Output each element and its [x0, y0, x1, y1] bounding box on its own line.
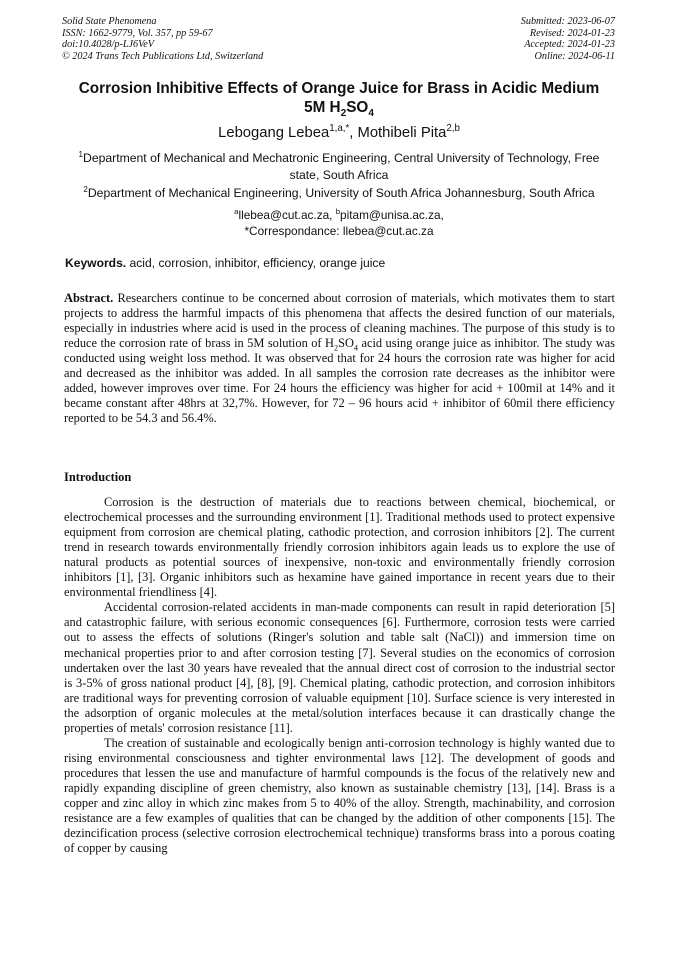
abstract-section — [64, 291, 615, 426]
author-separator: , — [349, 125, 358, 141]
email-a-link[interactable]: llebea@cut.ac.za, — [238, 208, 336, 222]
title-l2-mid: SO — [346, 98, 369, 116]
introduction-heading: Introduction — [64, 470, 132, 484]
contact-info — [62, 207, 616, 239]
affiliation-2-sup: 2 — [83, 184, 88, 194]
title-l2-pre: 5M H — [304, 98, 341, 116]
title-line-1: Corrosion Inhibitive Effects of Orange Juice for Brass in Acidic Medium — [78, 80, 600, 97]
abstract-label: Abstract. — [64, 291, 114, 305]
introduction-paragraph-2: Accidental corrosion-related accidents in man-made components can result in rapid deterioration [5] and catastrophic failure, with serious economic consequences [6]. Furthermore, corrosion tests were carried out to assess the effects of solutions (Ringer's solution and table salt (NaCl)) and immersion time on mechanical properties prior to and after corrosion testing [7]. Several studies on the economics of corrosion undertaken over the last 30 years have revealed that the annual direct cost of corrosion to the industrial sector is 3-5% of gross national product [4], [8], [9]. Chemical plating, cathodic protection, and corrosion inhibitors are traditional ways for preventing corrosion of valuable equipment [10]. Surface science is very interested in the adsorption of organic molecules at the metal/solution interfaces because it can drastically change the properties of metals' corrosion resistance [11]. — [64, 600, 615, 735]
accepted-date: Accepted: 2024-01-23 — [524, 39, 615, 51]
abstract-sub-1: 2 — [333, 343, 339, 353]
introduction-paragraph-3: The creation of sustainable and ecologically benign anti-corrosion technology is highly wanted due to rising environmental consciousness and tighter environmental laws [12]. The development of goods and procedures that lessen the use and manufacture of harmful compounds is the focus of the relatively new and rapidly expanding discipline of green chemistry, also known as sustainable chemistry [13], [14]. Brass is a copper and zinc alloy in which zinc makes from 5 to 40% of the alloy. Strength, machinability, and corrosion resistance are a few examples of qualities that can be changed by the addition of other components [15]. The dezincification process (selective corrosion electrochemical technique) transforms brass into a porous coating of copper by causing — [64, 735, 615, 856]
email-a-sup: a — [234, 207, 239, 217]
author-1-sup: 1,a,* — [329, 123, 350, 135]
abstract-sub-2: 4 — [353, 343, 358, 353]
abstract-text-3: acid using orange juice as inhibitor. The study was conducted using weight loss method. It was observed that for 24 hours the corrosion rate was higher for acid and decreased as the inhibitor was added. In all samples the corrosion rate decreases as the inhibitor were added, however improves over time. For 24 hours the efficiency was higher for acid + 100mil at 14% and it became constant after 48hrs at 32,7%. However, for 72 – 96 hours acid + inhibitor of 60mil there efficiency reported to be 54.3 and 56.4%. — [64, 336, 615, 426]
author-1-name: Lebogang Lebea — [218, 125, 330, 141]
affiliation-2-text: Department of Mechanical Engineering, University of South Africa Johannesburg, South Africa — [87, 186, 595, 200]
email-b-sup: b — [335, 207, 341, 217]
affiliation-1-text: Department of Mechanical and Mechatronic Engineering, Central University of Technology, Free state, South Africa — [83, 151, 600, 182]
email-b-link[interactable]: pitam@unisa.ac.za, — [340, 208, 444, 222]
author-2-name: Mothibeli Pita — [357, 125, 447, 141]
introduction-paragraph-1: Corrosion is the destruction of materials due to reactions between chemical, biochemical, or electrochemical processes and the surrounding environment [1]. Traditional methods used to protect expensive equipment from corrosion are chemical plating, cathodic protection, and corrosion inhibitors [2]. The current trend in research towards environmentally friendly corrosion inhibitors again leads us to explore the use of natural products as potential sources of inexpensive, non-toxic and environmentally friendly corrosion inhibitors [1], [3]. Organic inhibitors such as hexamine have gained importance in recent years due to their environmental friendliness [4]. — [64, 495, 615, 600]
email-line — [62, 207, 616, 223]
dates-header — [521, 16, 615, 62]
keywords-label: Keywords. — [65, 256, 127, 270]
affiliation-2 — [62, 185, 616, 202]
author-list — [55, 125, 623, 141]
revised-date: Revised: 2024-01-23 — [529, 27, 615, 39]
abstract-text-1: Researchers continue to be concerned about corrosion of materials, which motivates them to start projects to address the harmful impacts of this phenomena that affects the desired function of our materials, especially in industries where acid is used in the process of cleaning machines. The purpose of this study is to reduce the corrosion rate of brass in 5M solution of H — [64, 291, 615, 351]
title-line-2 — [55, 99, 623, 118]
keywords-text: acid, corrosion, inhibitor, efficiency, orange juice — [126, 256, 386, 270]
title-l2-sub1: 2 — [340, 107, 347, 119]
journal-name: Solid State Phenomena — [62, 16, 157, 27]
author-2-sup: 2,b — [446, 123, 460, 135]
journal-header — [62, 16, 263, 62]
paper-title — [55, 80, 623, 117]
correspondence-line: *Correspondance: llebea@cut.ac.za — [244, 224, 434, 238]
title-l2-sub2: 4 — [368, 107, 374, 119]
online-date: Online: 2024-06-11 — [534, 50, 615, 62]
copyright-line: © 2024 Trans Tech Publications Ltd, Switzerland — [62, 50, 264, 62]
doi-link[interactable]: doi:10.4028/p-LJ6VeV — [62, 39, 154, 51]
affiliation-1-sup: 1 — [78, 149, 84, 159]
abstract-text-2: SO — [338, 336, 354, 351]
affiliation-1 — [62, 150, 616, 183]
introduction-section — [64, 470, 615, 856]
submitted-date: Submitted: 2023-06-07 — [520, 16, 615, 27]
issn-line: ISSN: 1662-9779, Vol. 357, pp 59-67 — [62, 27, 213, 39]
keywords-section — [65, 256, 615, 270]
